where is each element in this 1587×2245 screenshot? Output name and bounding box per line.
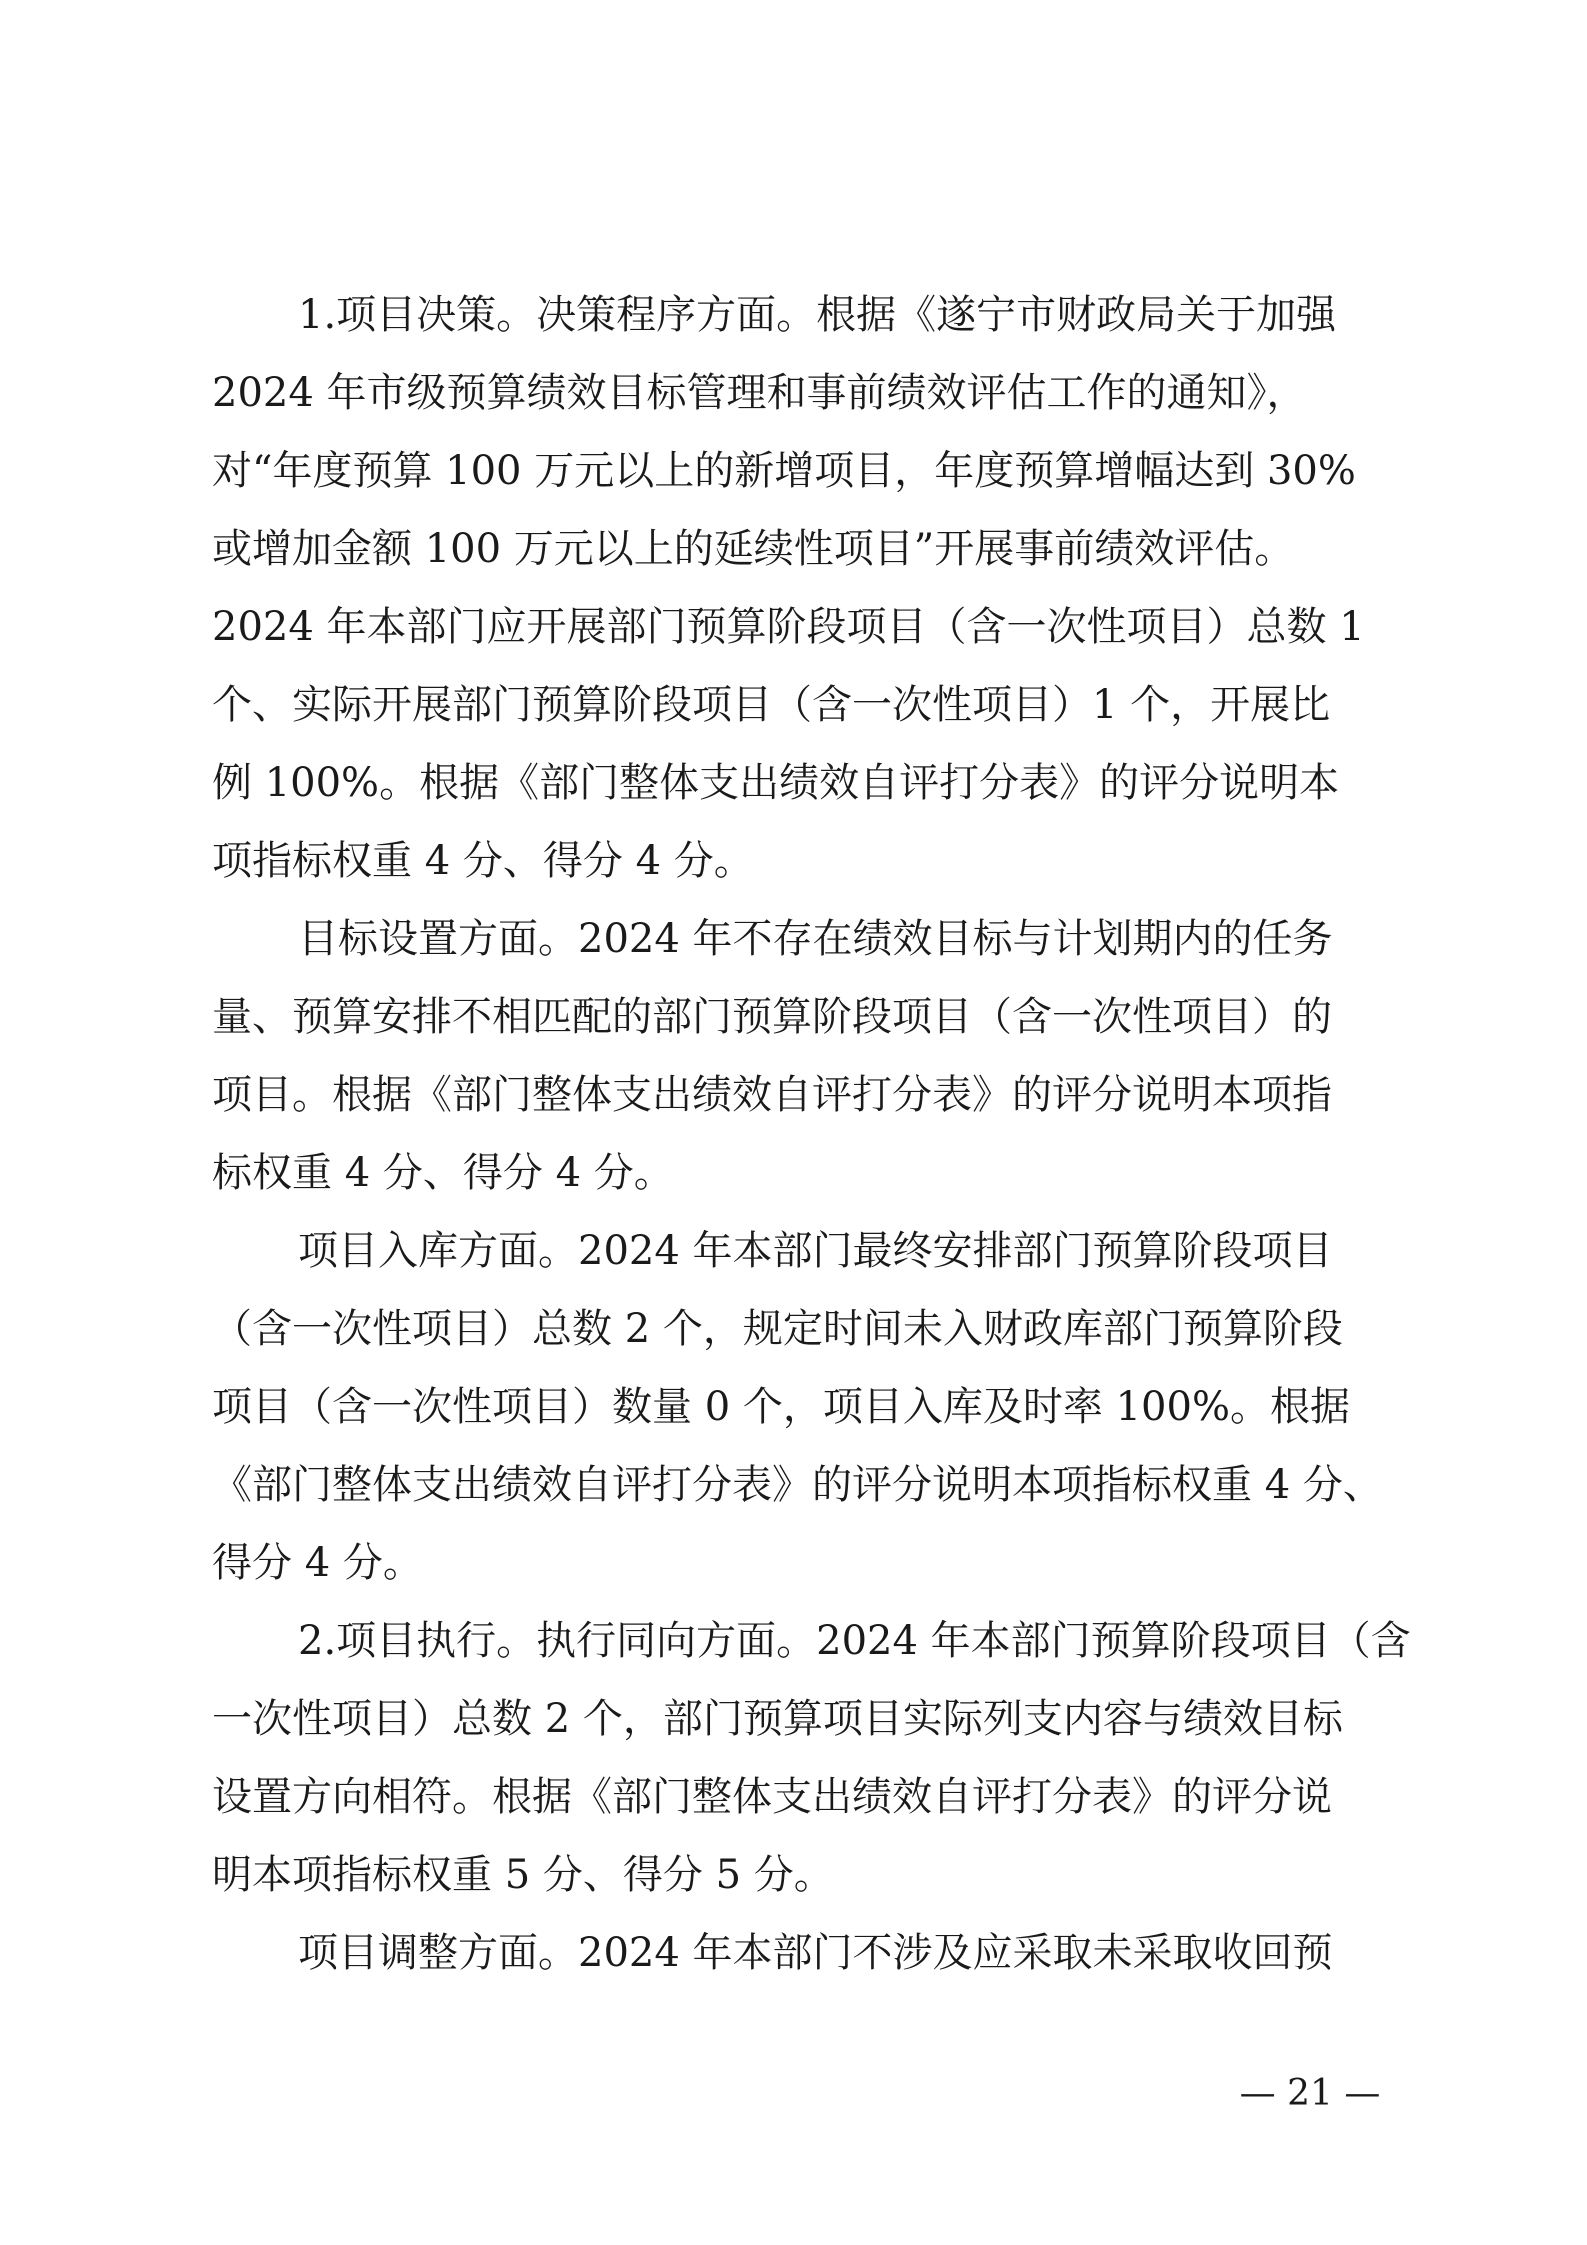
text-line: 2024 年本部门应开展部门预算阶段项目（含一次性项目）总数 1: [212, 604, 1365, 650]
text-line: 2024 年市级预算绩效目标管理和事前绩效评估工作的通知》，: [212, 370, 1307, 416]
text-line: 1.项目决策。决策程序方面。根据《遂宁市财政局关于加强: [298, 292, 1337, 338]
text-line: 项目（含一次性项目）数量 0 个，项目入库及时率 100%。根据: [212, 1384, 1350, 1430]
text-line: 设置方向相符。根据《部门整体支出绩效自评打分表》的评分说: [212, 1774, 1332, 1820]
text-line: 明本项指标权重 5 分、得分 5 分。: [212, 1852, 834, 1898]
text-line: 例 100%。根据《部门整体支出绩效自评打分表》的评分说明本: [212, 760, 1340, 806]
text-line: （含一次性项目）总数 2 个，规定时间未入财政库部门预算阶段: [212, 1306, 1343, 1352]
text-line: 对“年度预算 100 万元以上的新增项目，年度预算增幅达到 30%: [212, 448, 1356, 494]
text-line: 或增加金额 100 万元以上的延续性项目”开展事前绩效评估。: [212, 526, 1295, 572]
text-line: 项目入库方面。2024 年本部门最终安排部门预算阶段项目: [298, 1228, 1333, 1274]
text-line: 一次性项目）总数 2 个，部门预算项目实际列支内容与绩效目标: [212, 1696, 1343, 1742]
text-line: 目标设置方面。2024 年不存在绩效目标与计划期内的任务: [298, 916, 1333, 962]
page-number: — 21 —: [1239, 2073, 1381, 2114]
text-line: 得分 4 分。: [212, 1540, 423, 1586]
text-line: 《部门整体支出绩效自评打分表》的评分说明本项指标权重 4 分、: [212, 1462, 1383, 1508]
text-line: 项目调整方面。2024 年本部门不涉及应采取未采取收回预: [298, 1930, 1333, 1976]
text-line: 个、实际开展部门预算阶段项目（含一次性项目）1 个，开展比: [212, 682, 1331, 728]
text-line: 项目。根据《部门整体支出绩效自评打分表》的评分说明本项指: [212, 1072, 1332, 1118]
text-line: 标权重 4 分、得分 4 分。: [212, 1150, 674, 1196]
text-line: 2.项目执行。执行同向方面。2024 年本部门预算阶段项目（含: [298, 1618, 1411, 1664]
text-line: 量、预算安排不相匹配的部门预算阶段项目（含一次性项目）的: [212, 994, 1332, 1040]
text-line: 项指标权重 4 分、得分 4 分。: [212, 838, 754, 884]
